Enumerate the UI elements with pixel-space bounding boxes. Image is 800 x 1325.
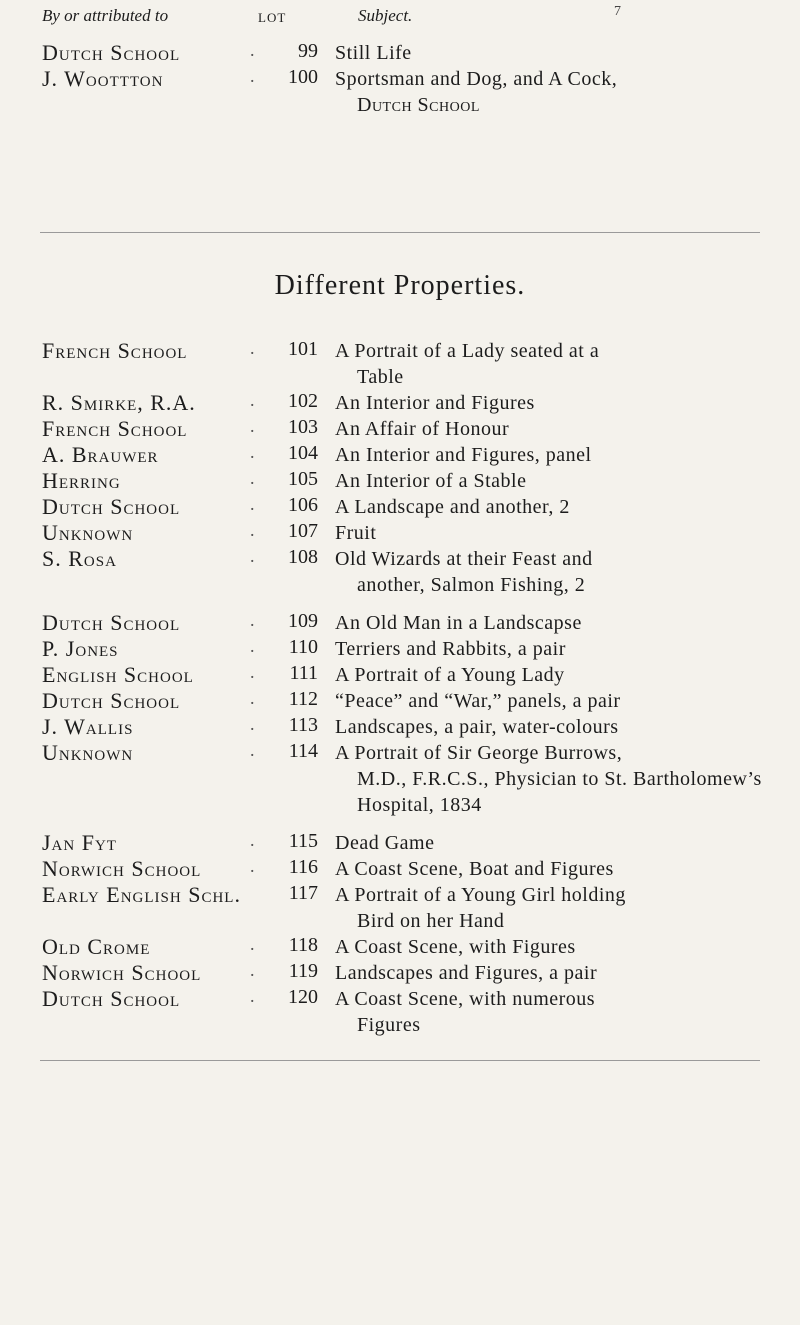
page-number: 7 [614,4,621,19]
artist: Unknown [42,520,134,545]
artist: Dutch School [42,986,181,1011]
artist: English School [42,662,194,687]
subject: “Peace” and “War,” panels, a pair [335,690,621,712]
header-lot: LOT [258,10,287,25]
leader-dots: . [250,960,255,980]
subject: Sportsman and Dog, and A Cock, Dutch School [335,68,618,116]
subject: A Coast Scene, Boat and Figures [335,858,614,880]
leader-dots: . [250,610,255,630]
subject: Terriers and Rabbits, a pair [335,638,566,660]
lot-number: 108 [288,546,318,568]
artist: Jan Fyt [42,830,117,855]
artist: Early English Schl. [42,882,241,907]
lot-number: 106 [288,494,318,516]
artist: French School [42,416,188,441]
leader-dots: . [250,688,255,708]
artist: Unknown [42,740,134,765]
artist: Norwich School [42,960,202,985]
leader-dots: . [250,520,255,540]
artist: R. Smirke, R.A. [42,390,196,415]
subject: A Coast Scene, with numerous Figures [335,988,596,1036]
subject: An Interior and Figures [335,392,535,414]
lot-number: 112 [288,688,318,710]
lot-number: 111 [289,662,318,684]
artist: Dutch School [42,40,181,65]
subject: An Old Man in a Landscapse [335,612,582,634]
artist: French School [42,338,188,363]
subject: A Portrait of a Lady seated at a Table [335,340,600,388]
subject: A Portrait of Sir George Burrows, M.D., F.R.C.S., Physician to St. Bartholomew’s Hospital, 1834 [335,742,762,816]
subject: An Interior of a Stable [335,470,527,492]
lot-number: 104 [288,442,318,464]
subject: Fruit [335,522,377,544]
leader-dots: . [250,546,255,566]
leader-dots: . [250,338,255,358]
subject: Landscapes and Figures, a pair [335,962,598,984]
subject: An Affair of Honour [335,418,510,440]
lot-number: 107 [288,520,318,542]
leader-dots: . [250,636,255,656]
lot-number: 115 [288,830,318,852]
divider [40,1060,760,1061]
leader-dots: . [250,934,255,954]
lot-number: 105 [288,468,318,490]
artist: Dutch School [42,494,181,519]
subject: A Coast Scene, with Figures [335,936,576,958]
leader-dots: . [250,442,255,462]
lot-number: 102 [288,390,318,412]
divider [40,232,760,233]
leader-dots: . [250,494,255,514]
artist: Norwich School [42,856,202,881]
subject: An Interior and Figures, panel [335,444,592,466]
lot-number: 103 [288,416,318,438]
leader-dots: . [250,40,255,60]
subject: A Landscape and another, 2 [335,496,570,518]
lot-number: 116 [288,856,318,878]
lot-number: 118 [288,934,318,956]
leader-dots: . [250,468,255,488]
lot-number: 117 [288,882,318,904]
lot-number: 101 [288,338,318,360]
lot-number: 100 [288,66,318,88]
leader-dots: . [250,416,255,436]
lot-number: 113 [288,714,318,736]
lot-number: 110 [288,636,318,658]
leader-dots: . [250,856,255,876]
artist: S. Rosa [42,546,117,571]
subject: A Portrait of a Young Lady [335,664,565,686]
lot-number: 119 [288,960,318,982]
subject: Landscapes, a pair, water-colours [335,716,619,738]
artist: Dutch School [42,610,181,635]
lot-number: 109 [288,610,318,632]
artist: J. Wallis [42,714,134,739]
leader-dots: . [250,390,255,410]
header-subject: Subject. [358,6,413,25]
artist: Dutch School [42,688,181,713]
subject: Still Life [335,42,412,64]
header-by: By or attributed to [42,6,169,25]
leader-dots: . [250,740,255,760]
lot-number: 120 [288,986,318,1008]
subject: Old Wizards at their Feast and another, Salmon Fishing, 2 [335,548,593,596]
lot-number: 114 [288,740,318,762]
lot-number: 99 [298,40,318,62]
artist: A. Brauwer [42,442,159,467]
artist: J. Woottton [42,66,164,91]
leader-dots: . [250,830,255,850]
leader-dots: . [250,986,255,1006]
leader-dots: . [250,714,255,734]
section-title: Different Properties. [274,270,526,301]
artist: Old Crome [42,934,151,959]
subject: Dead Game [335,832,435,854]
subject: A Portrait of a Young Girl holding Bird on her Hand [335,884,626,932]
artist: Herring [42,468,121,493]
leader-dots: . [250,66,255,86]
leader-dots: . [250,662,255,682]
artist: P. Jones [42,636,119,661]
